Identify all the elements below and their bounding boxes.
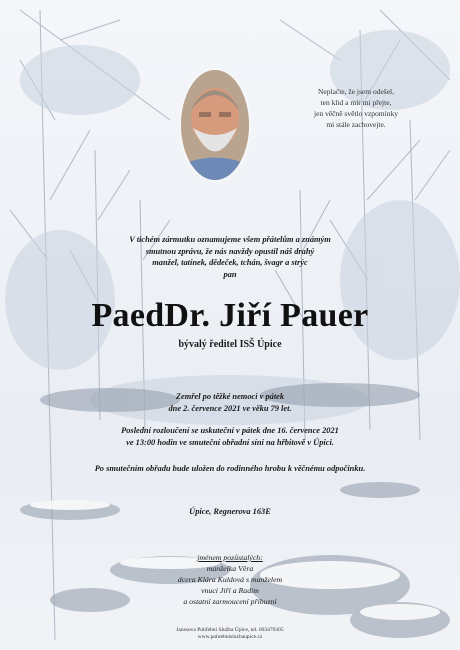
announcement-line: pan (223, 269, 237, 279)
poem-line: Neplačte, že jsem odešel, (317, 87, 394, 96)
deceased-name: PaedDr. Jiří Pauer (91, 297, 369, 334)
death-notice-line: Zemřel po těžké nemoci v pátek (175, 392, 285, 401)
poem-verse (296, 86, 416, 130)
funeral-info (50, 425, 410, 448)
family-line: dcera Klára Kuldová s manželem (177, 575, 283, 584)
funeral-line: Poslední rozloučení se uskuteční v pátek dne 16. července 2021 (121, 426, 339, 435)
announcement-text (60, 234, 400, 280)
death-notice (60, 391, 400, 414)
family-line: vnuci Jiří a Radim (201, 586, 259, 595)
announcement-line: manžel, tatínek, dědeček, tchán, švagr a strýc (152, 258, 308, 267)
bereaved-family (100, 552, 360, 607)
family-header: jménem pozůstalých: (197, 553, 263, 562)
poem-line: mi stále zachovejte. (326, 120, 386, 129)
family-line: a ostatní zarmoucení příbuzní (183, 597, 277, 606)
deceased-portrait (181, 70, 249, 180)
footer-website: www.pohrebnisluzbaupice.cz (197, 634, 263, 640)
announcement-line: smutnou zprávu, že nás navždy opustil náš drahý (145, 246, 315, 256)
footer-company: Janssova Pohřební Služba Úpice, tel. 603470305 (176, 627, 284, 633)
family-address: Úpice, Regnerova 163E (189, 507, 271, 516)
poem-line: jen věčně světlo vzpomínky (314, 109, 398, 118)
funeral-service-footer (0, 627, 460, 641)
deceased-title: bývalý ředitel ISŠ Úpice (178, 339, 282, 350)
poem-line: ten klid a mír mi přejte, (320, 98, 392, 107)
funeral-line: ve 13:00 hodin ve smuteční obřadní síni na hřbitově v Úpici. (126, 437, 334, 447)
announcement-line: V tichém zármutku oznamujeme všem přátelům a známým (129, 235, 331, 244)
death-notice-line: dne 2. července 2021 ve věku 79 let. (168, 403, 292, 413)
burial-note: Po smutečním obřadu bude uložen do rodinného hrobu k věčnému odpočinku. (94, 464, 366, 473)
family-line: manželka Věra (206, 564, 254, 573)
